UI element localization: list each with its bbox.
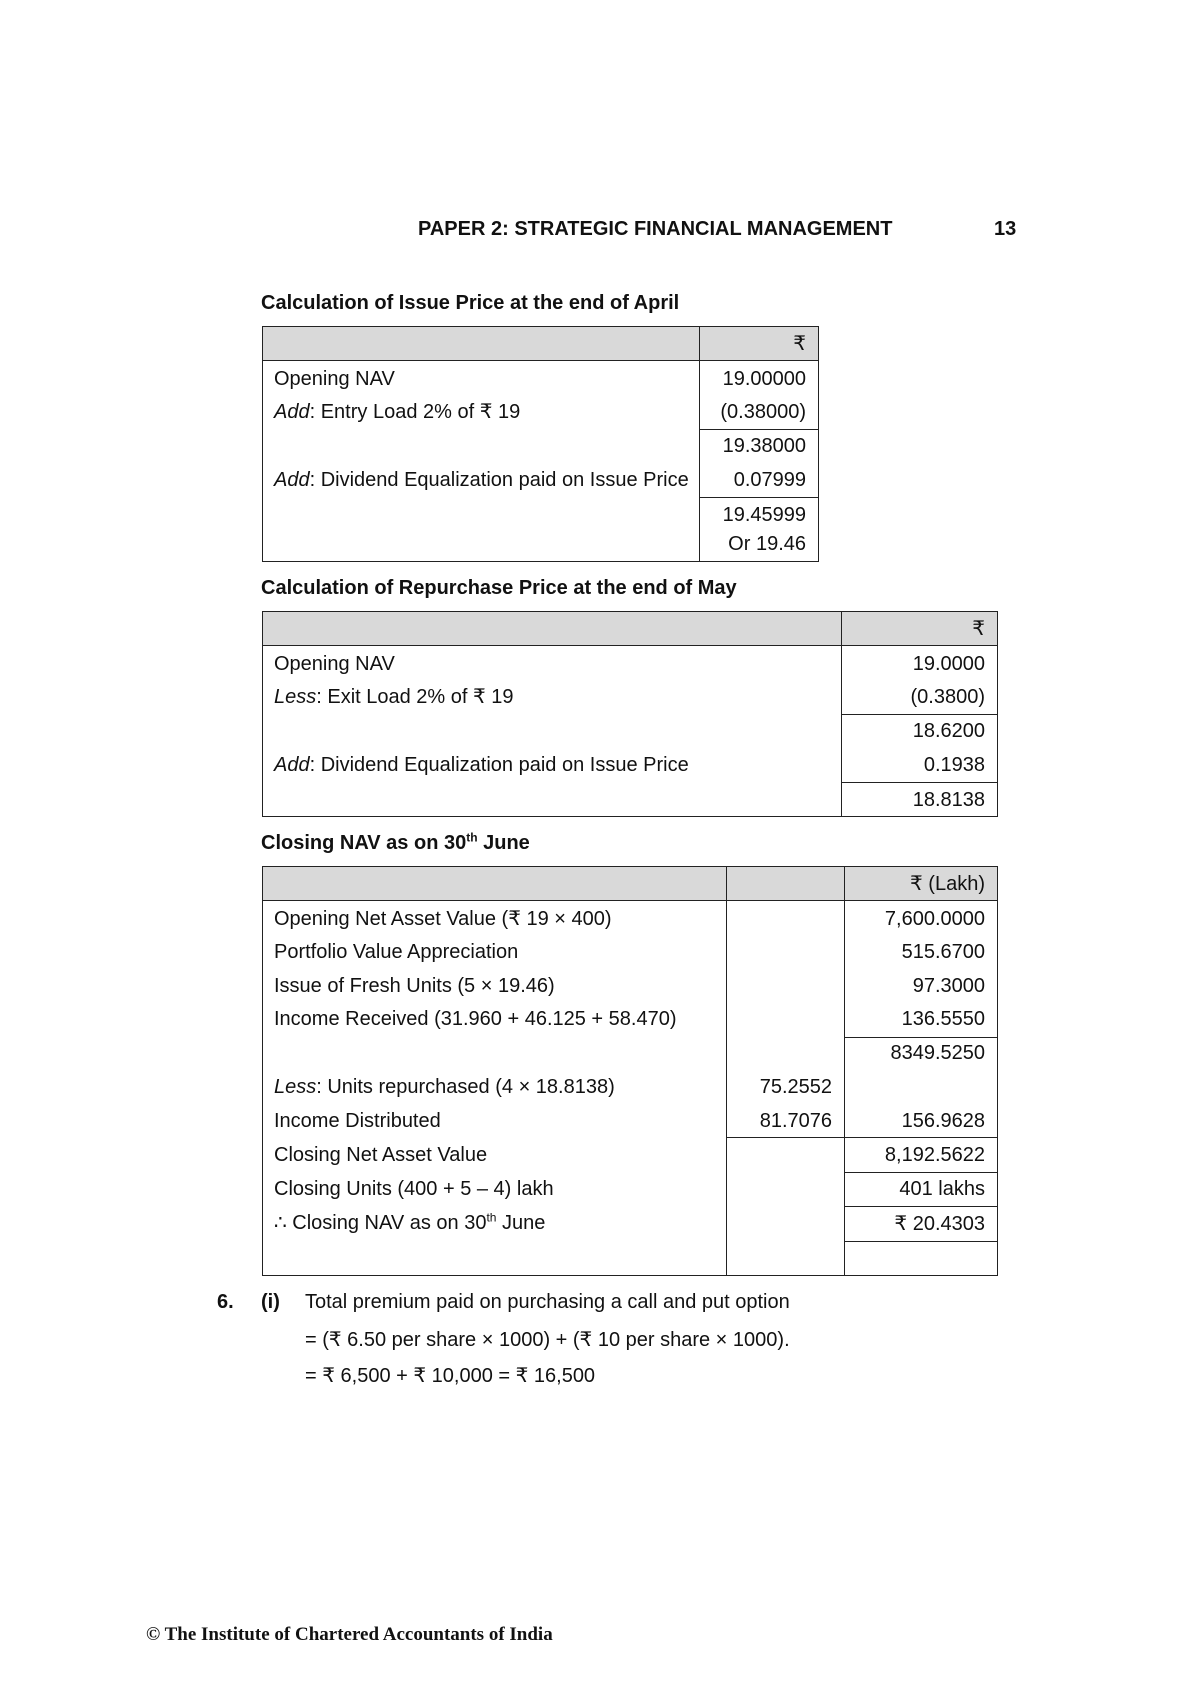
row-value: Or 19.46 [728,533,806,555]
row-value: (0.38000) [720,401,806,423]
question-line: = (₹ 6.50 per share × 1000) + (₹ 10 per share × 1000). [305,1329,790,1351]
row-value: 19.45999 [722,504,806,526]
currency-header: ₹ [972,618,985,640]
row-value: 18.6200 [912,720,985,742]
row-value: 8,192.5622 [884,1144,985,1166]
row-label: Opening NAV [274,368,395,390]
row-value: 19.0000 [912,653,985,675]
row-mid-value: 75.2552 [759,1076,832,1098]
row-label: Add: Dividend Equalization paid on Issue Price [274,754,689,776]
row-label: Less: Exit Load 2% of ₹ 19 [274,686,514,708]
closing-nav-table [262,866,998,1276]
row-mid-value: 81.7076 [759,1110,832,1132]
row-value: (0.3800) [910,686,985,708]
row-value: 0.1938 [923,754,985,776]
row-label: Closing Units (400 + 5 – 4) lakh [274,1178,554,1200]
currency-header: ₹ (Lakh) [910,873,985,895]
row-label: Closing Net Asset Value [274,1144,488,1166]
question-part: (i) [261,1291,280,1313]
row-value: 19.38000 [722,435,806,457]
row-label: Opening Net Asset Value (₹ 19 × 400) [274,908,612,930]
question-line: Total premium paid on purchasing a call and put option [305,1291,790,1313]
row-label: Add: Entry Load 2% of ₹ 19 [274,401,521,423]
row-value: 401 lakhs [899,1178,985,1200]
page-number: 13 [994,218,1017,240]
row-value: 136.5550 [901,1008,985,1030]
repurchase-price-table [262,611,998,817]
repurchase-price-title: Calculation of Repurchase Price at the end of May [261,577,737,599]
row-label: Add: Dividend Equalization paid on Issue Price [274,469,689,491]
row-label: Opening NAV [274,653,395,675]
row-label: Income Received (31.960 + 46.125 + 58.470) [274,1008,677,1030]
row-label: ∴ Closing NAV as on 30th June [274,1210,546,1234]
closing-nav-title: Closing NAV as on 30th June [261,830,530,854]
row-label: Portfolio Value Appreciation [274,941,519,963]
row-value: 97.3000 [912,975,985,997]
issue-price-table [262,326,819,562]
row-value: 515.6700 [901,941,985,963]
currency-header: ₹ [793,333,806,355]
row-label: Issue of Fresh Units (5 × 19.46) [274,975,555,997]
page-header-title: PAPER 2: STRATEGIC FINANCIAL MANAGEMENT [418,218,893,240]
footer-copyright: © The Institute of Chartered Accountants of India [146,1624,553,1645]
row-label: Income Distributed [274,1110,441,1132]
row-value: 7,600.0000 [884,908,985,930]
issue-price-title: Calculation of Issue Price at the end of April [261,292,680,314]
question-number: 6. [217,1291,234,1313]
row-value: 8349.5250 [890,1042,985,1064]
row-value: 18.8138 [912,789,985,811]
row-label: Less: Units repurchased (4 × 18.8138) [274,1076,615,1098]
row-value: ₹ 20.4303 [894,1213,985,1235]
row-value: 156.9628 [901,1110,985,1132]
row-value: 0.07999 [733,469,806,491]
question-line: = ₹ 6,500 + ₹ 10,000 = ₹ 16,500 [305,1365,596,1387]
row-value: 19.00000 [722,368,806,390]
